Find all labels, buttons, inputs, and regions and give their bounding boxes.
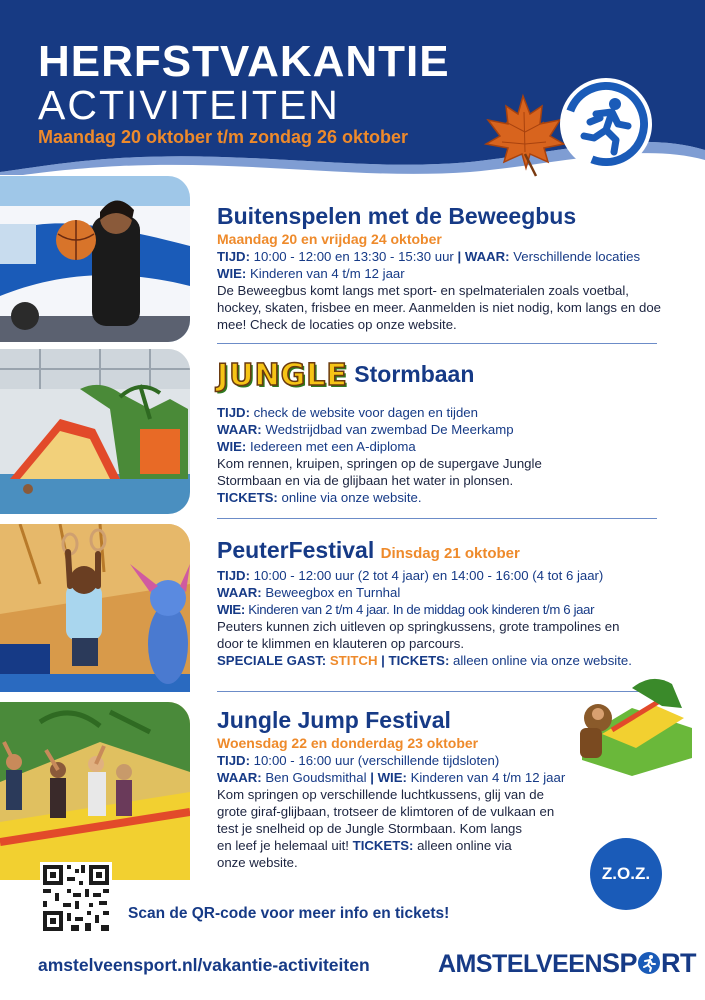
info-line-wie: WIE: Kinderen van 2 t/m 4 jaar. In de middag ook kinderen t/m 6 jaar	[217, 602, 595, 617]
divider	[217, 518, 657, 519]
info-line-wie: WIE: Kinderen van 4 t/m 12 jaar	[217, 266, 405, 281]
section-title: Stormbaan	[354, 361, 475, 387]
website-link[interactable]: amstelveensport.nl/vakantie-activiteiten	[38, 955, 370, 975]
bouncy-castle-illustration	[572, 668, 697, 778]
section-body-line: onze website.	[217, 855, 298, 870]
photo-beweegbus	[0, 176, 190, 342]
photo-peuterfestival	[0, 524, 190, 692]
page-subtitle: ACTIVITEITEN	[38, 82, 340, 128]
info-line-tijd-waar: TIJD: 10:00 - 12:00 en 13:30 - 15:30 uur | WAAR: Verschillende locaties	[217, 249, 641, 264]
qr-code-icon[interactable]	[40, 862, 112, 934]
section-beweegbus	[217, 203, 662, 333]
jungle-logo: JUNGLE	[217, 357, 348, 393]
section-date: Maandag 20 en vrijdag 24 oktober	[217, 231, 442, 247]
page-title: HERFSTVAKANTIE	[38, 37, 450, 86]
section-body-line: grote giraf-glijbaan, trotseer de klimtoren of de vulkaan en	[217, 804, 555, 819]
info-line-waar: WAAR: Wedstrijdbad van zwembad De Meerkamp	[217, 422, 514, 437]
amstelveen-sport-logo	[560, 78, 652, 170]
section-title-row	[217, 537, 662, 567]
info-line-tijd: TIJD: 10:00 - 16:00 uur (verschillende tijdsloten)	[217, 753, 500, 768]
info-line-wie: WIE: Iedereen met een A-diploma	[217, 439, 416, 454]
zoz-badge: Z.O.Z.	[590, 838, 662, 910]
section-body-line: Kom springen op verschillende luchtkussens, glij van de	[217, 787, 544, 802]
date-range: Maandag 20 oktober t/m zondag 26 oktober	[38, 127, 409, 147]
section-title: Buitenspelen met de Beweegbus	[217, 203, 577, 229]
header-banner	[0, 0, 705, 175]
info-line-guest-tickets: SPECIALE GAST: STITCH | TICKETS: alleen online via onze website.	[217, 653, 632, 668]
maple-leaf-icon	[478, 92, 568, 178]
section-peuterfestival	[217, 537, 662, 669]
info-line-waar: WAAR: Beweegbox en Turnhal	[217, 585, 401, 600]
section-body: De Beweegbus komt langs met sport- en spelmaterialen zoals voetbal, hockey, skaten, frisbee en meer. Aanmelden is niet nodig, kom langs en doe mee! Check de locaties op onze website.	[217, 283, 662, 332]
info-line-tijd: TIJD: check de website voor dagen en tijden	[217, 405, 478, 420]
section-date: Woensdag 22 en donderdag 23 oktober	[217, 735, 479, 751]
photo-jungle-stormbaan	[0, 349, 190, 514]
info-line-waar-wie: WAAR: Ben Goudsmithal | WIE: Kinderen van 4 t/m 12 jaar	[217, 770, 566, 785]
amstelveen-sport-wordmark: AMSTELVEENSP RT	[438, 948, 697, 978]
divider	[217, 343, 657, 344]
section-title: PeuterFestival	[217, 537, 375, 563]
section-body: Peuters kunnen zich uitleven op springkussens, grote trampolines en door te klimmen en klauteren op parcours.	[217, 619, 620, 651]
running-person-icon	[637, 951, 661, 975]
section-body: Kom rennen, kruipen, springen op de supergave Jungle Stormbaan en via de glijbaan het water in plonsen.	[217, 456, 542, 488]
qr-caption: Scan de QR-code voor meer info en tickets!	[128, 905, 450, 922]
section-jungle-stormbaan	[217, 352, 662, 506]
info-line-tijd: TIJD: 10:00 - 12:00 uur (2 tot 4 jaar) en 14:00 - 16:00 (4 tot 6 jaar)	[217, 568, 604, 583]
running-person-icon	[560, 78, 652, 170]
info-line-tickets: TICKETS: online via onze website.	[217, 490, 422, 505]
section-date: Dinsdag 21 oktober	[380, 545, 520, 562]
section-body-line: test je snelheid op de Jungle Stormbaan. Kom langs	[217, 821, 522, 836]
photo-jungle-jump-festival	[0, 702, 190, 880]
section-body-line: en leef je helemaal uit! TICKETS: alleen online via	[217, 838, 512, 853]
section-title-row	[217, 352, 662, 404]
section-title: Jungle Jump Festival	[217, 707, 451, 733]
